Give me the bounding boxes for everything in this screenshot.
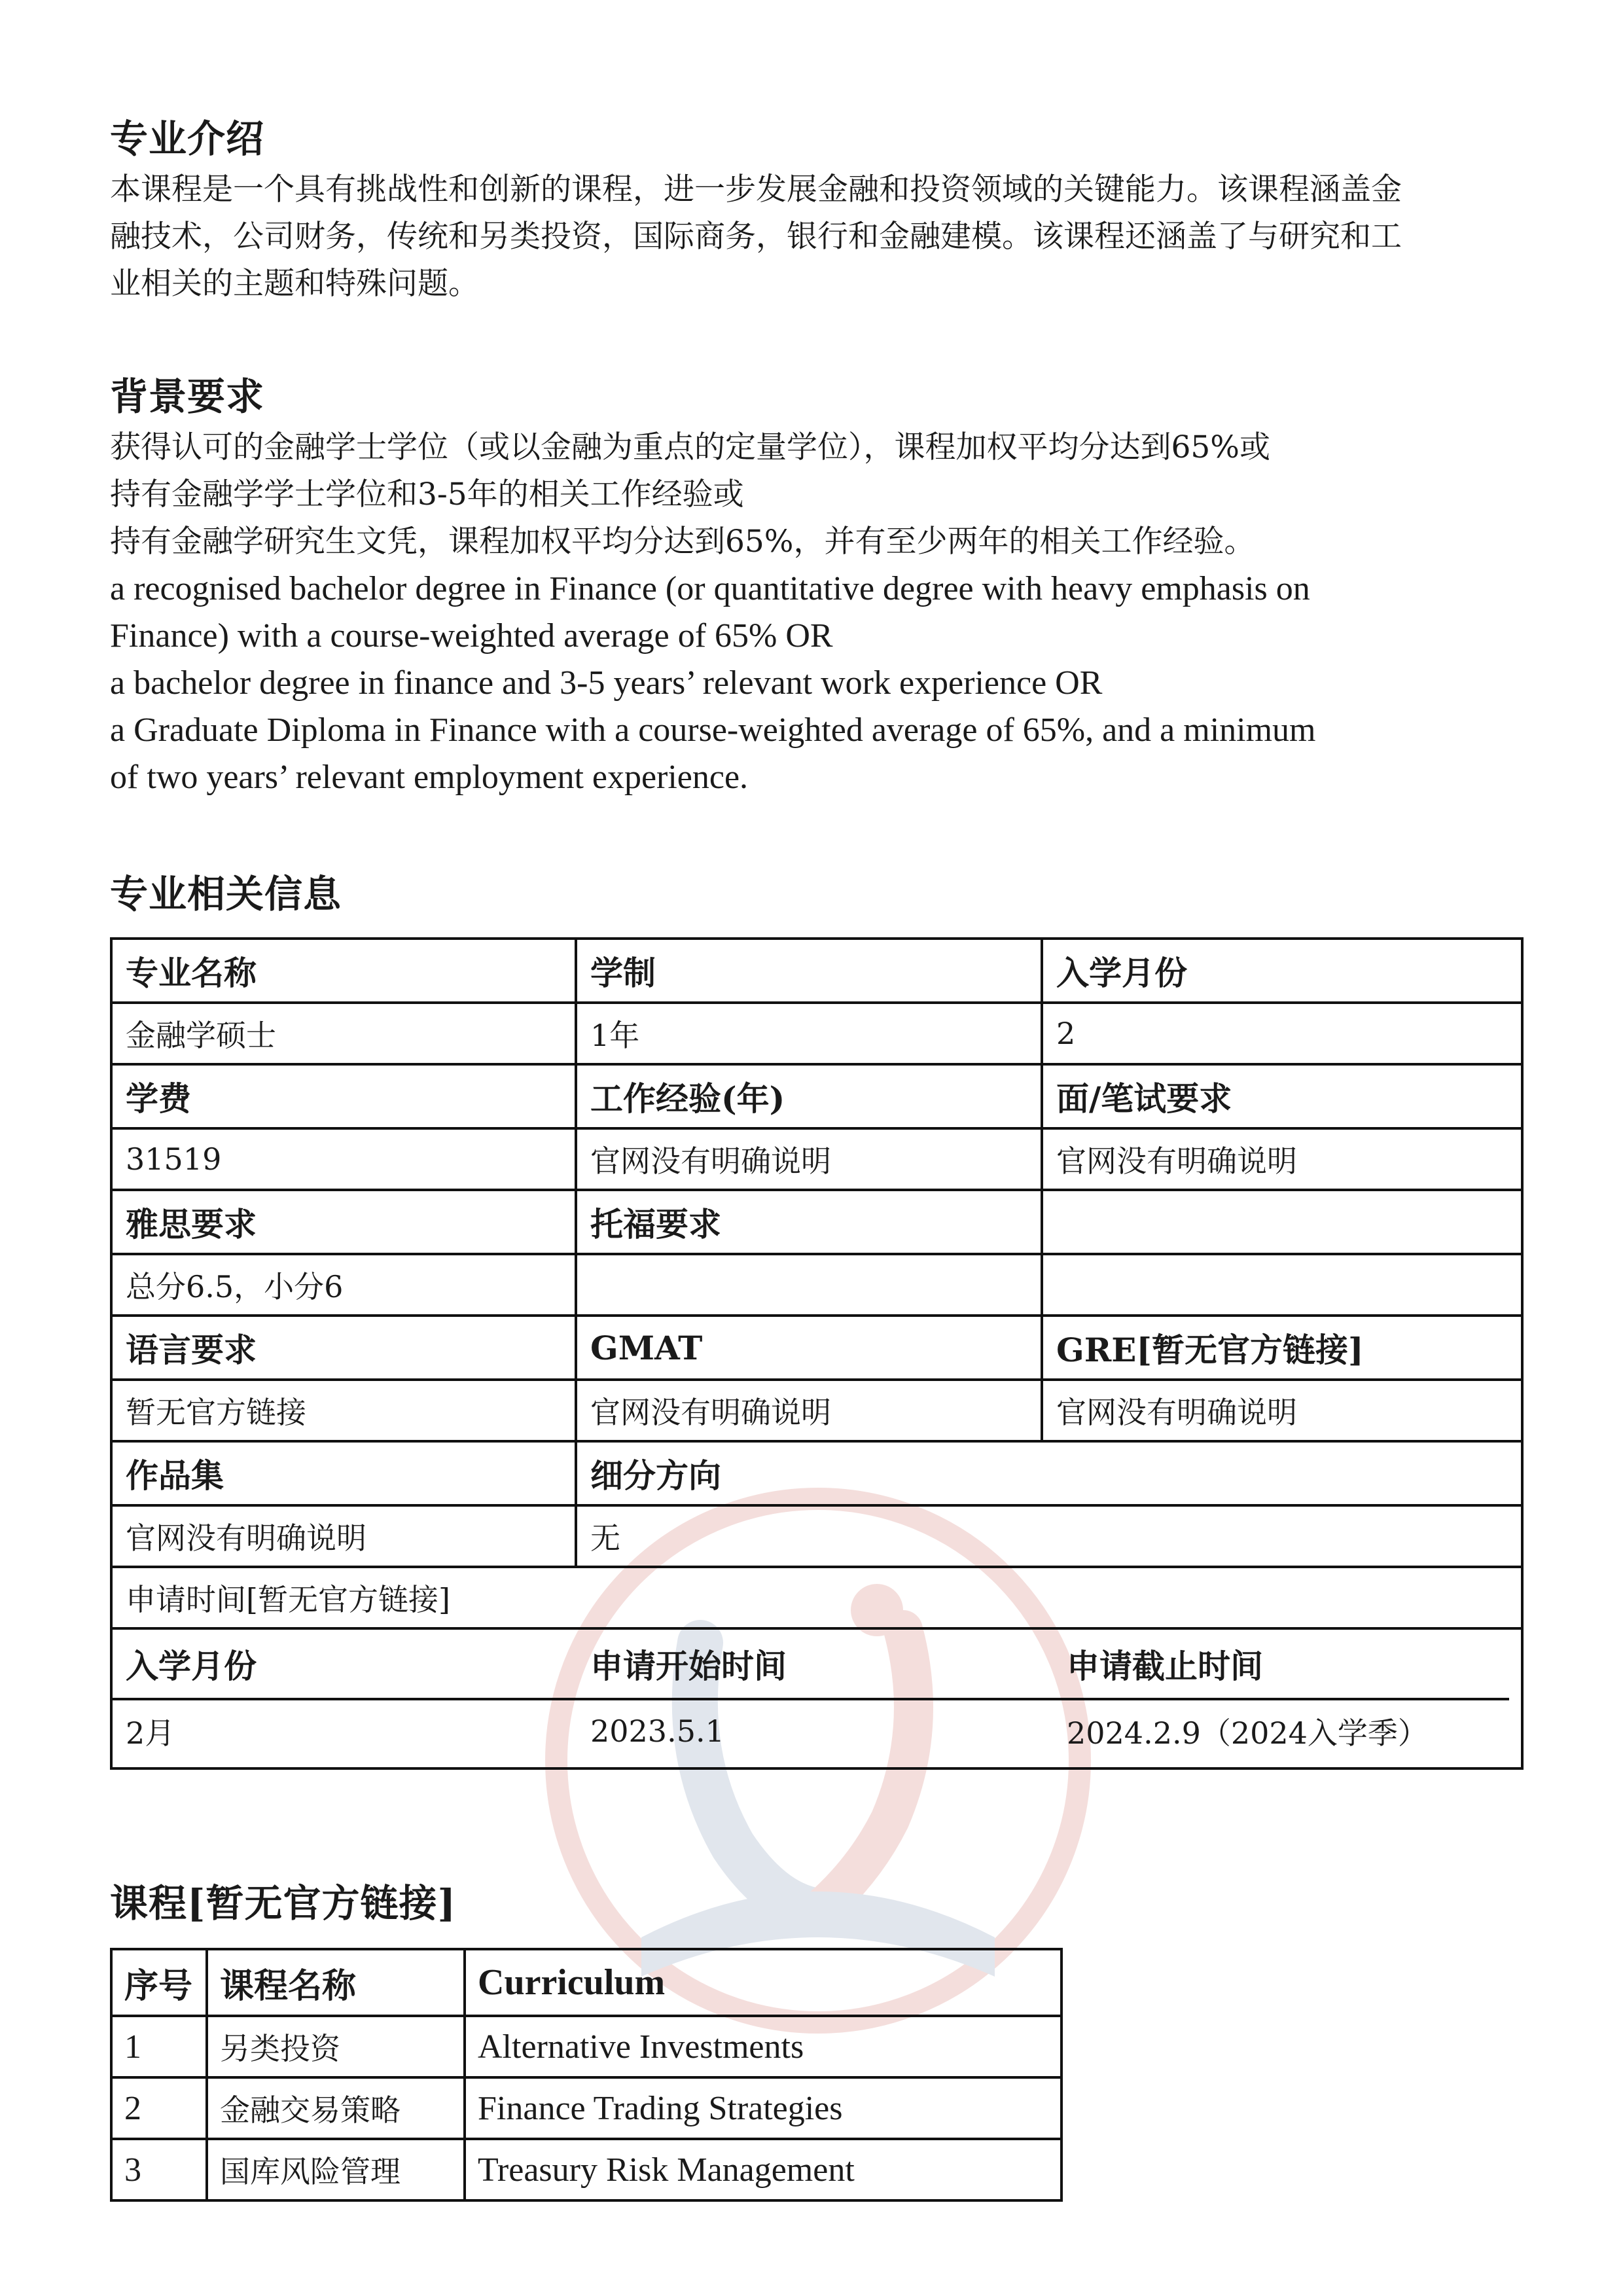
empty-cell [1043, 1191, 1521, 1253]
language-label: 语言要求 [113, 1317, 577, 1378]
empty-cell [1043, 1255, 1521, 1314]
program-info-table [110, 937, 1524, 1770]
application-time-label: 申请时间[暂无官方链接] [126, 1582, 450, 1617]
portfolio-label: 作品集 [113, 1443, 577, 1504]
background-line-en: Finance) with a course-weighted average of 65% OR [110, 617, 833, 655]
course-name: 金融交易策略 [208, 2079, 466, 2138]
table-row [113, 1130, 1521, 1191]
table-row [113, 2017, 1060, 2079]
course-no: 1 [113, 2017, 208, 2076]
course-table [110, 1948, 1063, 2202]
schedule-open: 2023.5.1 [590, 1713, 724, 1749]
program-name-label: 专业名称 [113, 940, 577, 1001]
schedule-header [113, 1630, 1509, 1700]
schedule-intake: 2月 [126, 1715, 175, 1751]
ielts-label: 雅思要求 [113, 1191, 577, 1253]
background-title: 背景要求 [110, 374, 265, 419]
toefl-value [577, 1255, 1043, 1314]
intake-label: 入学月份 [1056, 954, 1187, 992]
language-value: 暂无官方链接 [113, 1381, 577, 1440]
schedule-deadline: 2024.2.9（2024入学季） [1067, 1715, 1428, 1751]
gmat-label: GMAT [577, 1317, 1043, 1378]
course-name: 另类投资 [208, 2017, 466, 2076]
toefl-label: 托福要求 [577, 1191, 1043, 1253]
interview-value: 官网没有明确说明 [1056, 1143, 1297, 1179]
course-name-header: 课程名称 [208, 1950, 466, 2015]
gre-label: GRE[暂无官方链接] [1056, 1331, 1364, 1369]
background-line-cn: 持有金融学研究生文凭，课程加权平均分达到65%，并有至少两年的相关工作经验。 [110, 524, 1255, 560]
background-line-en: of two years’ relevant employment experience. [110, 759, 749, 796]
table-row [113, 1568, 1521, 1630]
background-line-cn: 获得认可的金融学士学位（或以金融为重点的定量学位），课程加权平均分达到65%或 [110, 429, 1270, 465]
curriculum-header: Curriculum [478, 1962, 666, 2003]
work-exp-value: 官网没有明确说明 [577, 1130, 1043, 1189]
table-row [113, 1507, 1521, 1568]
duration-label: 学制 [577, 940, 1043, 1001]
course-no: 2 [113, 2079, 208, 2138]
intro-line: 融技术，公司财务，传统和另类投资，国际商务，银行和金融建模。该课程还涵盖了与研究和工 [110, 219, 1402, 255]
gre-value: 官网没有明确说明 [1056, 1395, 1297, 1430]
intro-section [110, 111, 1402, 308]
course-curriculum: Alternative Investments [478, 2028, 804, 2066]
info-title: 专业相关信息 [110, 872, 342, 916]
table-row [113, 940, 1521, 1004]
background-line-en: a recognised bachelor degree in Finance (or quantitative degree with heavy emphasis on [110, 570, 1310, 607]
table-row [113, 1066, 1521, 1130]
work-exp-label: 工作经验(年) [577, 1066, 1043, 1127]
table-row [113, 1443, 1521, 1507]
gmat-value: 官网没有明确说明 [577, 1381, 1043, 1440]
intro-line: 本课程是一个具有挑战性和创新的课程，进一步发展金融和投资领域的关键能力。该课程涵盖金 [110, 171, 1402, 207]
background-line-en: a bachelor degree in finance and 3-5 years’ relevant work experience OR [110, 664, 1103, 702]
course-no-header: 序号 [113, 1950, 208, 2015]
schedule-deadline-header: 申请截止时间 [1067, 1647, 1263, 1685]
course-no: 3 [113, 2140, 208, 2199]
course-name: 国库风险管理 [208, 2140, 466, 2199]
table-row [113, 2140, 1060, 2199]
table-row [113, 1381, 1521, 1443]
table-row [113, 1317, 1521, 1381]
courses-title: 课程[暂无官方链接] [110, 1881, 456, 1926]
duration-value: 1年 [577, 1004, 1043, 1063]
table-row [113, 1191, 1521, 1255]
schedule-intake-header: 入学月份 [126, 1647, 257, 1685]
ielts-value: 总分6.5，小分6 [113, 1255, 577, 1314]
tuition-label: 学费 [113, 1066, 577, 1127]
program-name-value: 金融学硕士 [113, 1004, 577, 1063]
intake-value: 2 [1056, 1016, 1076, 1051]
background-line-cn: 持有金融学学士学位和3-5年的相关工作经验或 [110, 476, 744, 512]
schedule-open-header: 申请开始时间 [590, 1647, 787, 1685]
course-curriculum: Finance Trading Strategies [478, 2089, 843, 2127]
portfolio-value: 官网没有明确说明 [113, 1507, 577, 1566]
intro-title: 专业介绍 [110, 117, 265, 161]
application-schedule [113, 1630, 1521, 1767]
table-row [113, 1255, 1521, 1317]
specialization-value: 无 [590, 1520, 620, 1556]
intro-line: 业相关的主题和特殊问题。 [110, 266, 479, 302]
background-section [110, 369, 1316, 801]
specialization-label: 细分方向 [590, 1456, 721, 1495]
interview-label: 面/笔试要求 [1056, 1079, 1232, 1118]
course-header-row [113, 1950, 1060, 2017]
schedule-row [113, 1700, 1509, 1762]
table-row [113, 2079, 1060, 2140]
table-row [113, 1004, 1521, 1066]
course-curriculum: Treasury Risk Management [478, 2151, 855, 2189]
tuition-value: 31519 [113, 1130, 577, 1189]
background-line-en: a Graduate Diploma in Finance with a course-weighted average of 65%, and a minimum [110, 711, 1316, 749]
